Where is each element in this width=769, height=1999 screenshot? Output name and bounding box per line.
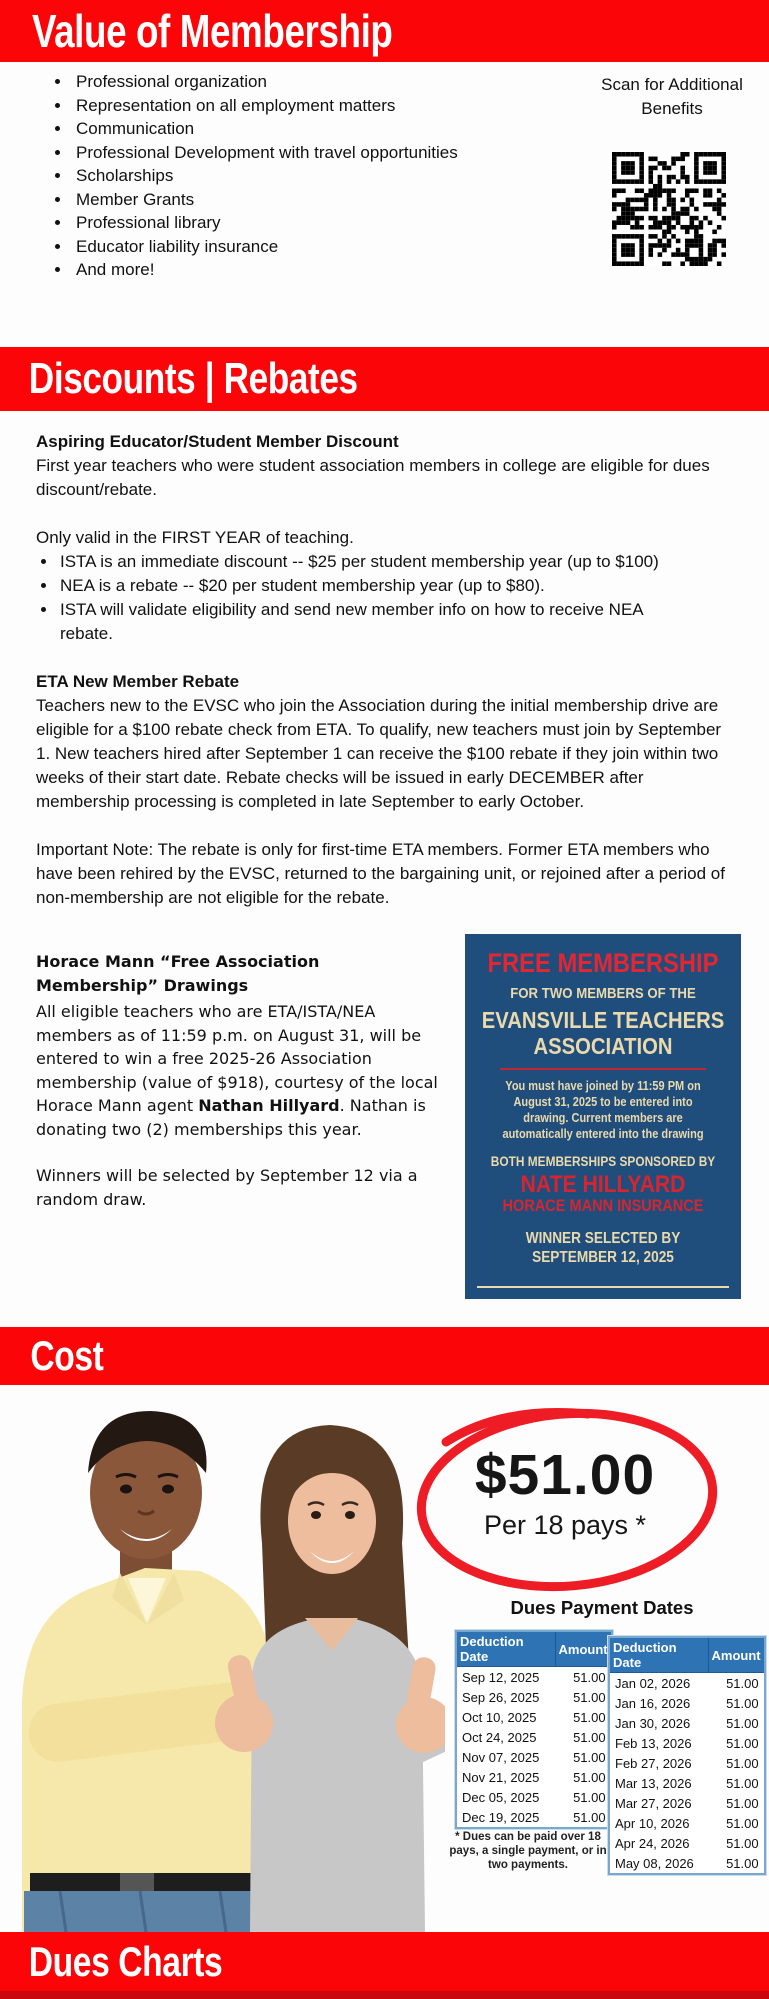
important-note-paragraph: Important Note: The rebate is only for first-time ETA members. Former ETA members who have been rehired by the EVSC, returned to the bargaining unit, or rejoined after a period of non-membership are not eligible for the rebate. [36,840,725,907]
date-cell: Nov 21, 2025 [462,1769,540,1785]
horace-mann-paragraph [36,1000,440,1141]
dues-payment-dates-heading: Dues Payment Dates [510,1597,694,1618]
horace-mann-text-block [36,950,440,1211]
flyer-sponsor-name: NATE HILLYARD [520,1171,686,1198]
deduction-date-header: Deduction Date [456,1631,555,1667]
spacer [36,1141,440,1164]
list-item: • ISTA will validate eligibility and send new member info on how to receive NEA rebate. [58,598,698,646]
price-period: Per 18 pays * [483,1510,647,1540]
date-cell: Jan 02, 2026 [615,1675,691,1691]
amount-cell: 51.00 [726,1715,759,1731]
amount-cell: 51.00 [573,1769,606,1785]
section-title-value: Value of Membership [32,5,393,57]
members-thumbs-up-photo [0,1393,445,1932]
list-item: • Representation on all employment matters [72,94,586,118]
date-cell: Feb 13, 2026 [615,1735,692,1751]
table-header [456,1631,612,1667]
table-row [609,1673,765,1694]
table-row [609,1733,765,1753]
table-row [456,1687,612,1707]
amount-header: Amount [555,1631,612,1667]
date-cell: Sep 12, 2025 [462,1669,540,1685]
list-item: • Scholarships [72,164,586,188]
table-row [609,1853,765,1874]
date-cell: May 08, 2026 [615,1855,694,1871]
amount-cell: 51.00 [726,1735,759,1751]
benefits-list-block [56,70,586,282]
amount-cell: 51.00 [573,1809,606,1825]
flyer-sponsor-org: HORACE MANN INSURANCE [502,1197,704,1215]
date-cell: Oct 10, 2025 [462,1709,537,1725]
discounts-rebates-banner [0,347,769,411]
section-title-discounts: Discounts | Rebates [28,354,358,403]
table-row [456,1747,612,1767]
spacer [36,646,738,670]
table-row [456,1667,612,1688]
table-row [456,1707,612,1727]
flyer-winner-note [482,1229,725,1267]
date-cell: Jan 30, 2026 [615,1715,691,1731]
amount-cell: 51.00 [726,1695,759,1711]
flyer-sponsor-label: BOTH MEMBERSHIPS SPONSORED BY [490,1154,716,1169]
price-callout [410,1398,720,1594]
amount-cell: 51.00 [573,1689,606,1705]
horace-paragraph-start: All eligible teachers who are ETA/ISTA/NEA members as of 11:59 p.m. on August 31, will be entered to win a free 2025-26 Association membership (value of $918), courtesy of the local Horace Mann agent [36,1002,438,1115]
flyer-underline [477,1286,729,1288]
list-item: • ISTA is an immediate discount -- $25 per student membership year (up to $100) [58,550,698,574]
scan-note: Scan for Additional Benefits [601,75,743,118]
price-amount: $51.00 [474,1443,656,1507]
amount-cell: 51.00 [573,1789,606,1805]
amount-header: Amount [708,1637,765,1673]
table-row [609,1713,765,1733]
dues-table-fall [455,1630,613,1829]
agent-name: Nathan Hillyard [198,1096,340,1115]
table-row [609,1833,765,1853]
table-row [609,1773,765,1793]
cost-banner [0,1327,769,1385]
eta-rebate-paragraph: Teachers new to the EVSC who join the Association during the initial membership drive are eligible for a $100 rebate check from ETA. To qualify, new teachers must join by September 1. New teachers hired after September 1 can receive the $100 rebate if they join within two weeks of their start date. Rebate checks will be issued in early DECEMBER after membership processing is completed in late September to early October. [36,696,722,811]
table-row [609,1813,765,1833]
section-title-cost: Cost [30,1332,104,1379]
header-row [609,1637,765,1673]
amount-cell: 51.00 [726,1775,759,1791]
section-title-dues-charts: Dues Charts [28,1938,223,1985]
table-row [609,1753,765,1773]
student-discount-paragraph: First year teachers who were student association members in college are eligible for dues discount/rebate. [36,456,710,499]
dues-table-spring [608,1636,766,1875]
dues-footnote: * Dues can be paid over 18 pays, a single payment, or in two payments. [449,1831,607,1871]
amount-cell: 51.00 [726,1835,759,1851]
amount-cell: 51.00 [726,1675,759,1691]
date-cell: Jan 16, 2026 [615,1695,691,1711]
student-discount-heading: Aspiring Educator/Student Member Discount [36,432,399,451]
list-item: • Professional Development with travel opportunities [72,141,586,165]
flyer-org-line2: ASSOCIATION [533,1033,673,1059]
date-cell: Apr 24, 2026 [615,1835,690,1851]
benefits-list [56,70,586,282]
amount-cell: 51.00 [573,1729,606,1745]
date-cell: Apr 10, 2026 [615,1815,690,1831]
table-row [456,1727,612,1747]
table-row [609,1793,765,1813]
header-row [456,1631,612,1667]
amount-cell: 51.00 [726,1815,759,1831]
list-item: • Communication [72,117,586,141]
list-item: • Professional library [72,211,586,235]
flyer-winner-line1: WINNER SELECTED BY [525,1230,681,1247]
table-row [456,1807,612,1828]
flyer-divider-line [500,1068,706,1070]
amount-cell: 51.00 [726,1855,759,1871]
horace-paragraph-end: . Nathan is donating two (2) memberships this year. [36,1096,426,1139]
table-row [609,1693,765,1713]
amount-cell: 51.00 [573,1709,606,1725]
first-year-note: Only valid in the FIRST YEAR of teaching. [36,528,354,547]
dues-charts-banner [0,1932,769,1999]
free-membership-flyer [465,934,741,1299]
list-item: • Professional organization [72,70,586,94]
flyer-title: FREE MEMBERSHIP [487,948,719,978]
student-discount-bullets [36,550,698,646]
date-cell: Feb 27, 2026 [615,1755,692,1771]
flyer-eligibility-text: You must have joined by 11:59 PM on August 31, 2025 to be entered into drawing. Current members are automatically entered into the drawing [502,1079,704,1141]
table-header [609,1637,765,1673]
date-cell: Dec 19, 2025 [462,1809,540,1825]
spacer [36,502,738,526]
qr-code-icon [612,152,726,266]
date-cell: Dec 05, 2025 [462,1789,540,1805]
spacer [36,814,738,838]
date-cell: Mar 13, 2026 [615,1775,692,1791]
date-cell: Oct 24, 2025 [462,1729,537,1745]
list-item: • Member Grants [72,188,586,212]
list-item: • NEA is a rebate -- $20 per student membership year (up to $80). [58,574,698,598]
deduction-date-header: Deduction Date [609,1637,708,1673]
winners-paragraph: Winners will be selected by September 12 via a random draw. [36,1166,418,1209]
table-row [456,1767,612,1787]
eta-rebate-heading: ETA New Member Rebate [36,672,240,691]
horace-mann-heading: Horace Mann “Free Association Membership” Drawings [36,952,320,995]
date-cell: Mar 27, 2026 [615,1795,692,1811]
amount-cell: 51.00 [726,1795,759,1811]
table-row [456,1787,612,1807]
value-of-membership-banner [0,0,769,62]
flyer-winner-line2: SEPTEMBER 12, 2025 [532,1249,674,1266]
list-item: • Educator liability insurance [72,235,586,259]
discounts-text-block [36,430,738,910]
list-item: • And more! [72,258,586,282]
flyer-org-line1: EVANSVILLE TEACHERS [481,1007,725,1033]
amount-cell: 51.00 [726,1755,759,1771]
date-cell: Nov 07, 2025 [462,1749,540,1765]
flyer-subtitle: FOR TWO MEMBERS OF THE [510,985,696,1002]
date-cell: Sep 26, 2025 [462,1689,540,1705]
amount-cell: 51.00 [573,1749,606,1765]
amount-cell: 51.00 [573,1669,606,1685]
